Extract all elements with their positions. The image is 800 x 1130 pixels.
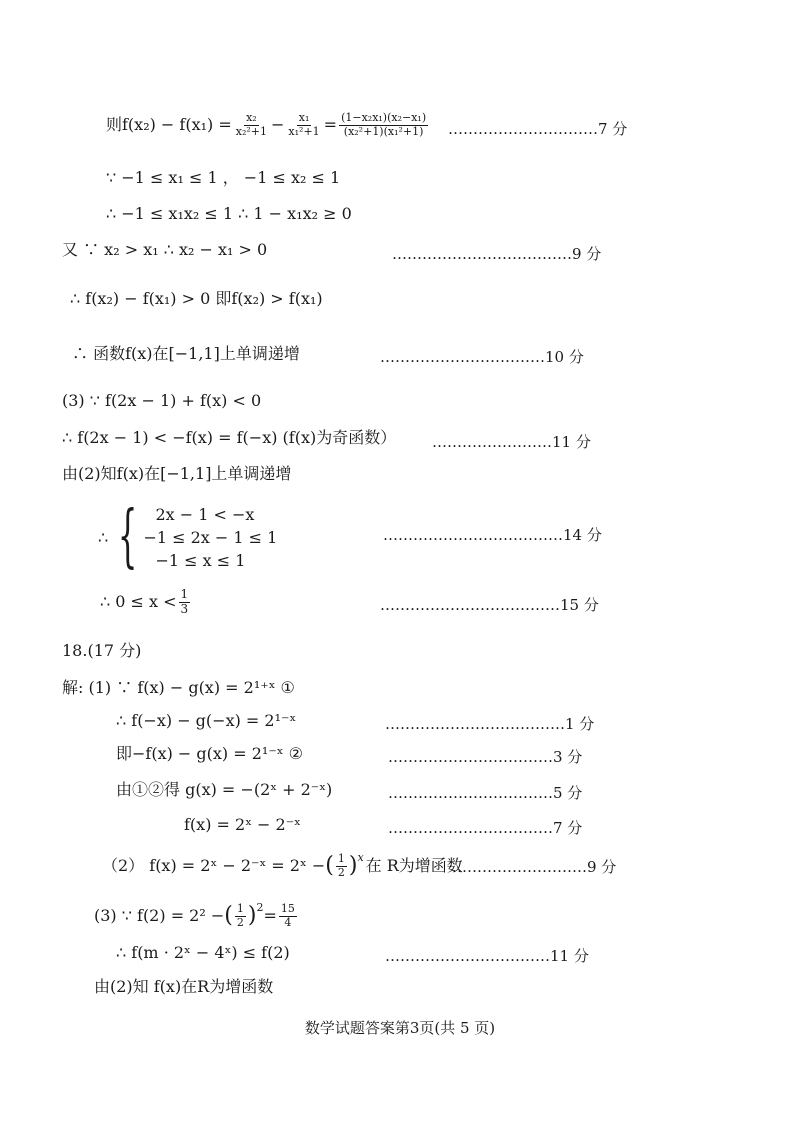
result-line: ∴ 0 ≤ x < $\frac{1}{3}$ (100, 587, 189, 616)
score-mark: ………………………………1 分 (385, 715, 595, 733)
derivation-line: 由①②得 g(x) = −(2ˣ + 2⁻ˣ) (116, 780, 333, 799)
score-mark: ………………………………15 分 (380, 596, 599, 614)
score-mark: ……………………………7 分 (388, 819, 583, 837)
score-mark: ……………………………5 分 (388, 784, 583, 802)
score-mark: ……………………11 分 (432, 433, 591, 451)
eq-difference: 则f(x₂) − f(x₁) = $\frac{\text{x₂}}{\text{x₂²+1}}$ − $\frac{\text{x₁}}{\text{x₁²+1}}$ = $\frac{\text{(1−x₂x₁)(x₂−x₁)}}{\text{(x₂²+1)(x₁²+1)}}$ (106, 111, 427, 138)
score-mark: ………………………………9 分 (392, 245, 602, 263)
condition-line: ∵ −1 ≤ x₁ ≤ 1 ， −1 ≤ x₂ ≤ 1 (106, 168, 341, 187)
derivation-line: ∴ f(2x − 1) < −f(x) = f(−x) (f(x)为奇函数） (62, 428, 397, 447)
derivation-line: ∴ f(m · 2ˣ − 4ˣ) ≤ f(2) (116, 943, 290, 962)
derivation-line: 由(2)知 f(x)在R为增函数 (94, 977, 274, 996)
part-2-line: （2） f(x) = 2ˣ − 2⁻ˣ = 2ˣ − ( $\frac{1}{2}$ ) x 在 R为增函数 (102, 850, 463, 879)
fraction: $\frac{\text{x₁}}{\text{x₁²+1}}$ (288, 111, 320, 138)
solution-line: 解: (1) ∵ f(x) − g(x) = 2¹⁺ˣ ① (62, 678, 295, 697)
derivation-line: 由(2)知f(x)在[−1,1]上单调递增 (62, 464, 292, 483)
score-mark: ………………………9 分 (452, 858, 617, 876)
derivation-line: 又 ∵ x₂ > x₁ ∴ x₂ − x₁ > 0 (62, 240, 268, 259)
score-mark: …………………………7 分 (448, 120, 628, 138)
fraction: $\frac{1}{2}$ (236, 902, 244, 929)
score-mark: ……………………………3 分 (388, 748, 583, 766)
derivation-line: ∴ f(−x) − g(−x) = 2¹⁻ˣ (116, 711, 297, 730)
fraction: $\frac{\text{(1−x₂x₁)(x₂−x₁)}}{\text{(x₂²+1)(x₁²+1)}}$ (341, 111, 427, 138)
part-3-line: (3) ∵ f(2) = 2² − ( $\frac{1}{2}$ ) 2 = $\frac{15}{4}$ (94, 900, 295, 929)
fraction: $\frac{\text{x₂}}{\text{x₂²+1}}$ (235, 111, 268, 138)
fraction: $\frac{1}{3}$ (180, 587, 189, 616)
derivation-line: 即−f(x) − g(x) = 2¹⁻ˣ ② (116, 744, 303, 763)
part-3-line: (3) ∵ f(2x − 1) + f(x) < 0 (62, 391, 262, 410)
derivation-line: f(x) = 2ˣ − 2⁻ˣ (184, 815, 301, 834)
inequality-system: ∴ { 2x − 1 < −x −1 ≤ 2x − 1 ≤ 1 −1 ≤ x ≤ 1 (98, 497, 278, 576)
page-footer: 数学试题答案第3页(共 5 页) (304, 1019, 496, 1037)
derivation-line: ∴ −1 ≤ x₁x₂ ≤ 1 ∴ 1 − x₁x₂ ≥ 0 (106, 204, 352, 223)
conclusion-line: ∴ 函数f(x)在[−1,1]上单调递增 (72, 344, 300, 363)
question-heading: 18.(17 分) (62, 641, 142, 660)
score-mark: ……………………………11 分 (385, 947, 589, 965)
score-mark: ………………………………14 分 (383, 526, 602, 544)
derivation-line: ∴ f(x₂) − f(x₁) > 0 即f(x₂) > f(x₁) (70, 289, 323, 308)
score-mark: ……………………………10 分 (380, 348, 584, 366)
fraction: $\frac{1}{2}$ (337, 852, 345, 879)
brace-symbol: { (118, 497, 138, 576)
fraction: $\frac{15}{4}$ (280, 902, 295, 929)
